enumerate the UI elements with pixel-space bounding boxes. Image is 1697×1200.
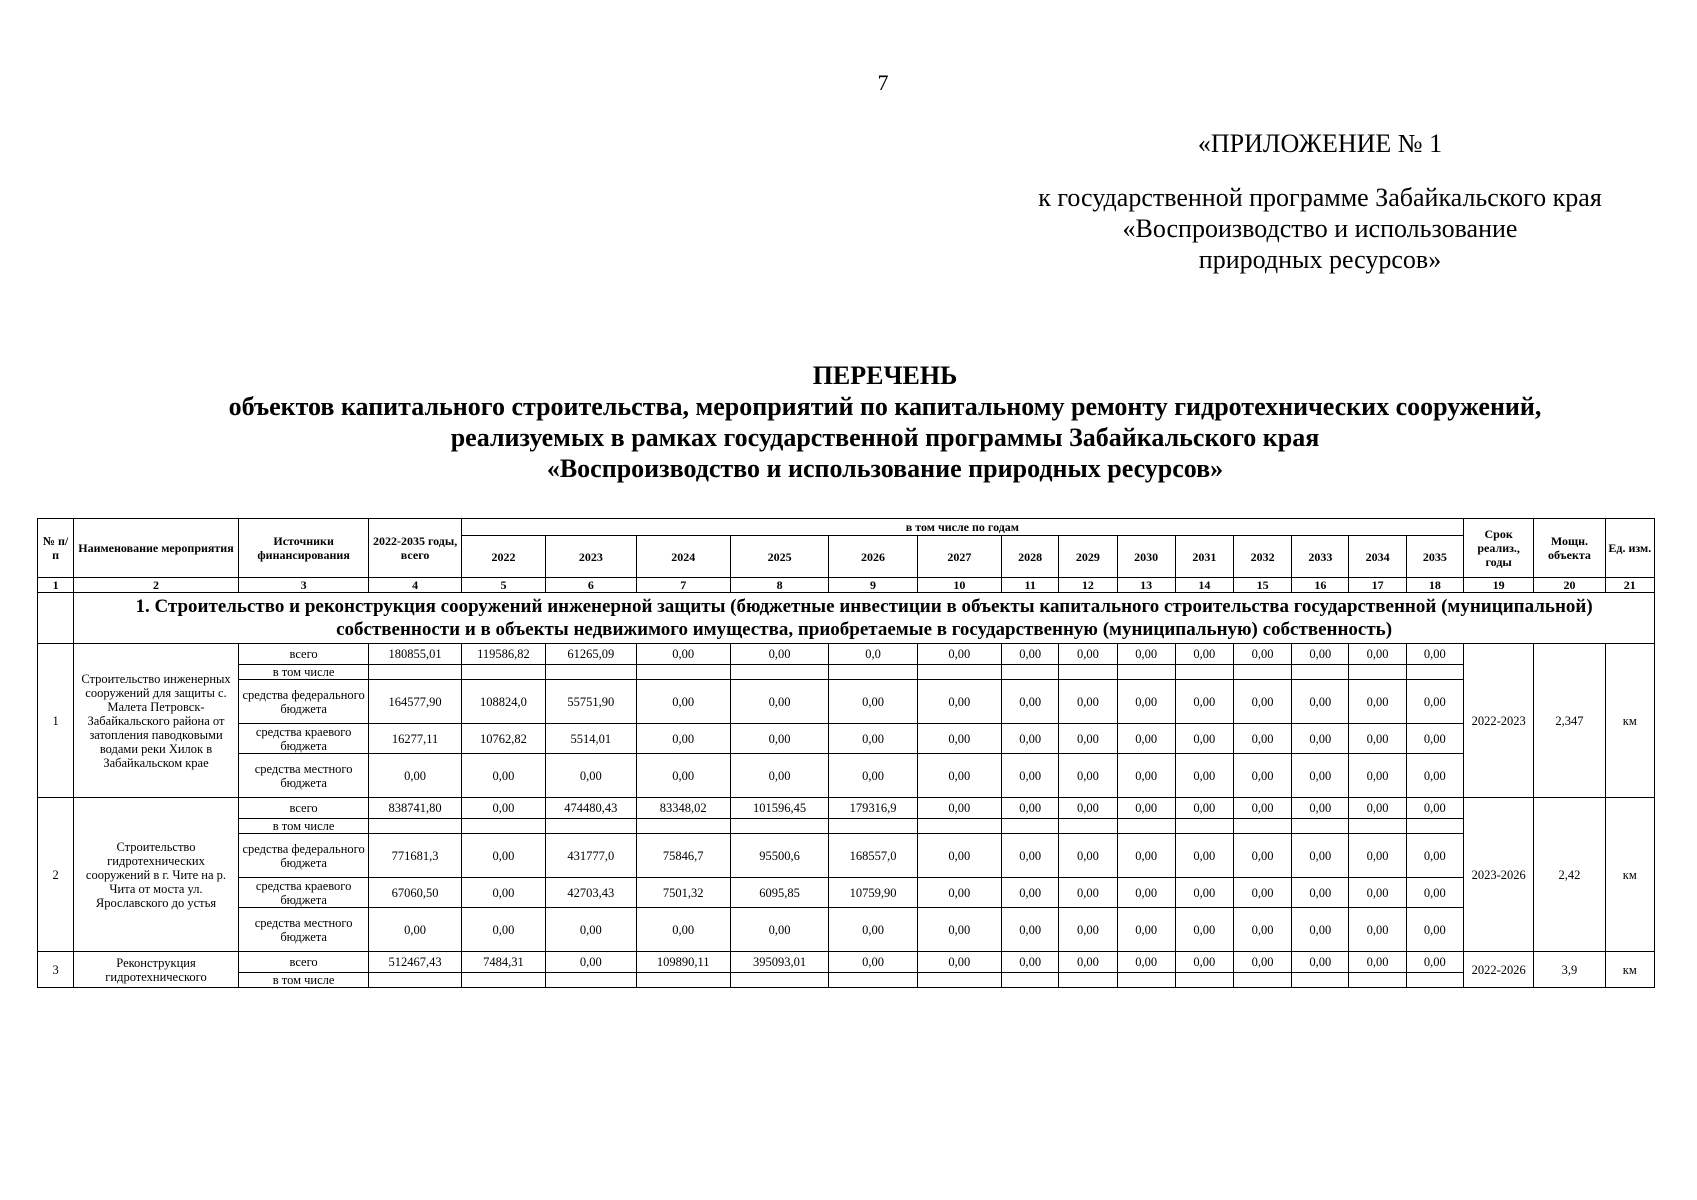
year-value-cell: 0,00 — [829, 952, 917, 973]
header-year: 2030 — [1117, 536, 1175, 578]
column-number: 7 — [636, 578, 730, 593]
column-number: 10 — [917, 578, 1001, 593]
year-value-cell: 0,00 — [1059, 644, 1117, 665]
total-cell: 0,00 — [369, 754, 461, 798]
column-number: 19 — [1464, 578, 1534, 593]
year-value-cell — [1002, 665, 1059, 680]
year-value-cell — [1117, 819, 1175, 834]
year-value-cell — [1233, 973, 1291, 988]
year-value-cell — [546, 973, 636, 988]
year-value-cell: 0,00 — [1292, 724, 1349, 754]
table-header-row — [38, 519, 1655, 536]
year-value-cell: 0,00 — [636, 754, 730, 798]
year-value-cell: 0,00 — [829, 754, 917, 798]
year-value-cell: 0,00 — [461, 754, 545, 798]
year-value-cell: 0,00 — [1349, 754, 1406, 798]
year-value-cell — [1002, 819, 1059, 834]
funding-source: в том числе — [238, 819, 369, 834]
year-value-cell — [1233, 819, 1291, 834]
item-number: 3 — [38, 952, 74, 988]
year-value-cell: 0,00 — [1406, 754, 1463, 798]
year-value-cell — [1406, 665, 1463, 680]
heading-line: «Воспроизводство и использование природных ресурсов» — [546, 454, 1224, 483]
column-number: 8 — [730, 578, 828, 593]
funding-source: в том числе — [238, 665, 369, 680]
document-heading — [40, 360, 1697, 484]
total-cell: 180855,01 — [369, 644, 461, 665]
year-value-cell: 0,00 — [917, 644, 1001, 665]
year-value-cell: 0,00 — [1059, 878, 1117, 908]
year-value-cell: 0,00 — [917, 724, 1001, 754]
year-value-cell — [636, 973, 730, 988]
table-row — [38, 819, 1655, 834]
funding-source: всего — [238, 644, 369, 665]
item-name: Строительство гидротехнических сооружений в г. Чите на р. Чита от моста ул. Ярославского до устья — [74, 798, 239, 952]
year-value-cell — [917, 665, 1001, 680]
total-cell: 771681,3 — [369, 834, 461, 878]
column-number: 5 — [461, 578, 545, 593]
header-capacity: Мощн. объекта — [1534, 519, 1605, 578]
year-value-cell: 0,00 — [636, 680, 730, 724]
item-unit: км — [1605, 798, 1654, 952]
header-year: 2035 — [1406, 536, 1463, 578]
year-value-cell — [1059, 973, 1117, 988]
year-value-cell: 0,00 — [1233, 754, 1291, 798]
appendix-line: к государственной программе Забайкальского края — [1038, 183, 1602, 212]
year-value-cell: 0,00 — [730, 908, 828, 952]
year-value-cell: 0,00 — [1406, 724, 1463, 754]
header-year: 2027 — [917, 536, 1001, 578]
year-value-cell: 0,00 — [546, 754, 636, 798]
total-cell: 512467,43 — [369, 952, 461, 973]
year-value-cell: 0,00 — [1117, 644, 1175, 665]
appendix-line: природных ресурсов» — [1198, 245, 1442, 274]
funding-source: средства краевого бюджета — [238, 724, 369, 754]
year-value-cell: 0,00 — [1059, 908, 1117, 952]
year-value-cell: 109890,11 — [636, 952, 730, 973]
year-value-cell: 0,0 — [829, 644, 917, 665]
year-value-cell: 0,00 — [1406, 878, 1463, 908]
year-value-cell — [461, 973, 545, 988]
year-value-cell: 101596,45 — [730, 798, 828, 819]
year-value-cell: 0,00 — [1175, 644, 1233, 665]
year-value-cell: 0,00 — [461, 798, 545, 819]
total-cell — [369, 819, 461, 834]
year-value-cell: 0,00 — [636, 644, 730, 665]
year-value-cell: 119586,82 — [461, 644, 545, 665]
year-value-cell: 0,00 — [1233, 724, 1291, 754]
year-value-cell: 0,00 — [1406, 952, 1463, 973]
header-year: 2029 — [1059, 536, 1117, 578]
year-value-cell: 0,00 — [730, 754, 828, 798]
year-value-cell: 0,00 — [1175, 724, 1233, 754]
year-value-cell: 5514,01 — [546, 724, 636, 754]
appendix-line: «Воспроизводство и использование — [1122, 214, 1518, 243]
year-value-cell — [1175, 819, 1233, 834]
year-value-cell: 6095,85 — [730, 878, 828, 908]
year-value-cell: 0,00 — [1059, 952, 1117, 973]
section-row — [38, 593, 1655, 644]
table-row — [38, 754, 1655, 798]
table-row — [38, 878, 1655, 908]
column-number: 12 — [1059, 578, 1117, 593]
year-value-cell — [1349, 819, 1406, 834]
year-value-cell: 0,00 — [1059, 680, 1117, 724]
year-value-cell: 0,00 — [1002, 952, 1059, 973]
table-row — [38, 644, 1655, 665]
year-value-cell: 395093,01 — [730, 952, 828, 973]
year-value-cell: 0,00 — [1002, 908, 1059, 952]
year-value-cell: 95500,6 — [730, 834, 828, 878]
item-name: Реконструкция гидротехнического — [74, 952, 239, 988]
year-value-cell: 0,00 — [546, 908, 636, 952]
year-value-cell: 0,00 — [1002, 834, 1059, 878]
year-value-cell — [636, 665, 730, 680]
year-value-cell: 0,00 — [636, 908, 730, 952]
header-year: 2028 — [1002, 536, 1059, 578]
year-value-cell: 0,00 — [1233, 798, 1291, 819]
year-value-cell: 0,00 — [1349, 798, 1406, 819]
section-title: 1. Строительство и реконструкция сооружений инженерной защиты (бюджетные инвестиции в объекты капитального строительства государственной (муниципальной) собственности и в объекты недвижимого имущества, приобретаемые в государственную (муниципальную) собственность) — [74, 593, 1655, 644]
heading-line: объектов капитального строительства, мероприятий по капитальному ремонту гидротехнических сооружений, — [228, 392, 1542, 421]
header-year: 2026 — [829, 536, 917, 578]
header-total: 2022-2035 годы, всего — [369, 519, 461, 578]
total-cell: 838741,80 — [369, 798, 461, 819]
year-value-cell: 7501,32 — [636, 878, 730, 908]
header-year: 2025 — [730, 536, 828, 578]
item-capacity: 2,42 — [1534, 798, 1605, 952]
year-value-cell: 0,00 — [1117, 754, 1175, 798]
header-year: 2024 — [636, 536, 730, 578]
column-number: 20 — [1534, 578, 1605, 593]
item-period: 2023-2026 — [1464, 798, 1534, 952]
year-value-cell: 0,00 — [1233, 908, 1291, 952]
total-cell — [369, 665, 461, 680]
year-value-cell — [546, 665, 636, 680]
item-unit: км — [1605, 952, 1654, 988]
year-value-cell: 10762,82 — [461, 724, 545, 754]
year-value-cell — [1292, 973, 1349, 988]
year-value-cell — [829, 819, 917, 834]
year-value-cell: 0,00 — [1292, 798, 1349, 819]
year-value-cell: 55751,90 — [546, 680, 636, 724]
header-name: Наименование мероприятия — [74, 519, 239, 578]
total-cell: 0,00 — [369, 908, 461, 952]
year-value-cell: 0,00 — [730, 644, 828, 665]
year-value-cell — [730, 973, 828, 988]
header-num: № п/ п — [38, 519, 74, 578]
year-value-cell: 0,00 — [1117, 834, 1175, 878]
year-value-cell: 431777,0 — [546, 834, 636, 878]
funding-source: средства федерального бюджета — [238, 680, 369, 724]
year-value-cell: 0,00 — [461, 878, 545, 908]
year-value-cell — [1406, 819, 1463, 834]
heading-line: реализуемых в рамках государственной программы Забайкальского края — [450, 423, 1320, 452]
column-number: 16 — [1292, 578, 1349, 593]
year-value-cell: 0,00 — [1292, 952, 1349, 973]
year-value-cell: 0,00 — [1002, 724, 1059, 754]
column-number: 9 — [829, 578, 917, 593]
year-value-cell: 0,00 — [1117, 724, 1175, 754]
column-number: 18 — [1406, 578, 1463, 593]
year-value-cell: 179316,9 — [829, 798, 917, 819]
year-value-cell — [1117, 665, 1175, 680]
header-by-years: в том числе по годам — [461, 519, 1463, 536]
year-value-cell — [1002, 973, 1059, 988]
year-value-cell: 0,00 — [1059, 798, 1117, 819]
year-value-cell: 0,00 — [917, 878, 1001, 908]
column-number: 3 — [238, 578, 369, 593]
item-number: 2 — [38, 798, 74, 952]
funding-source: средства федерального бюджета — [238, 834, 369, 878]
year-value-cell: 0,00 — [1349, 680, 1406, 724]
header-year: 2023 — [546, 536, 636, 578]
column-number: 17 — [1349, 578, 1406, 593]
year-value-cell — [1175, 665, 1233, 680]
total-cell: 67060,50 — [369, 878, 461, 908]
year-value-cell: 0,00 — [1233, 680, 1291, 724]
year-value-cell: 0,00 — [917, 908, 1001, 952]
column-number: 4 — [369, 578, 461, 593]
year-value-cell: 0,00 — [1175, 834, 1233, 878]
year-value-cell: 0,00 — [1349, 724, 1406, 754]
year-value-cell: 0,00 — [461, 834, 545, 878]
header-year: 2031 — [1175, 536, 1233, 578]
year-value-cell: 0,00 — [1406, 680, 1463, 724]
year-value-cell: 0,00 — [1117, 798, 1175, 819]
year-value-cell: 61265,09 — [546, 644, 636, 665]
year-value-cell: 0,00 — [829, 908, 917, 952]
header-year: 2034 — [1349, 536, 1406, 578]
year-value-cell: 0,00 — [829, 680, 917, 724]
table-row — [38, 973, 1655, 988]
item-period: 2022-2026 — [1464, 952, 1534, 988]
year-value-cell — [730, 819, 828, 834]
header-sources: Источники финансирования — [238, 519, 369, 578]
year-value-cell: 0,00 — [917, 754, 1001, 798]
year-value-cell: 108824,0 — [461, 680, 545, 724]
year-value-cell: 0,00 — [917, 798, 1001, 819]
year-value-cell: 0,00 — [1175, 754, 1233, 798]
year-value-cell: 0,00 — [1059, 754, 1117, 798]
page-number: 7 — [877, 70, 889, 95]
year-value-cell: 42703,43 — [546, 878, 636, 908]
year-value-cell: 0,00 — [1175, 952, 1233, 973]
year-value-cell: 0,00 — [1406, 798, 1463, 819]
item-number: 1 — [38, 644, 74, 798]
year-value-cell: 0,00 — [1292, 680, 1349, 724]
year-value-cell: 7484,31 — [461, 952, 545, 973]
year-value-cell: 0,00 — [1117, 878, 1175, 908]
year-value-cell: 0,00 — [1175, 680, 1233, 724]
column-numbers-row — [38, 578, 1655, 593]
year-value-cell: 0,00 — [1059, 834, 1117, 878]
year-value-cell — [917, 819, 1001, 834]
appendix-title: «ПРИЛОЖЕНИЕ № 1 — [1197, 129, 1443, 158]
year-value-cell — [1233, 665, 1291, 680]
year-value-cell: 0,00 — [1175, 798, 1233, 819]
year-value-cell — [546, 819, 636, 834]
funding-source: всего — [238, 798, 369, 819]
column-number: 6 — [546, 578, 636, 593]
header-year: 2022 — [461, 536, 545, 578]
column-number: 15 — [1233, 578, 1291, 593]
year-value-cell: 75846,7 — [636, 834, 730, 878]
year-value-cell: 0,00 — [1233, 952, 1291, 973]
year-value-cell: 0,00 — [1175, 908, 1233, 952]
year-value-cell: 0,00 — [730, 724, 828, 754]
table-row — [38, 665, 1655, 680]
table-row — [38, 908, 1655, 952]
year-value-cell: 0,00 — [1002, 878, 1059, 908]
heading-title: ПЕРЕЧЕНЬ — [812, 361, 958, 390]
year-value-cell: 0,00 — [917, 680, 1001, 724]
year-value-cell: 0,00 — [1002, 680, 1059, 724]
year-value-cell: 10759,90 — [829, 878, 917, 908]
header-year: 2033 — [1292, 536, 1349, 578]
year-value-cell: 168557,0 — [829, 834, 917, 878]
year-value-cell: 0,00 — [1292, 878, 1349, 908]
year-value-cell — [829, 665, 917, 680]
year-value-cell: 0,00 — [1292, 644, 1349, 665]
year-value-cell: 0,00 — [1233, 644, 1291, 665]
column-number: 21 — [1605, 578, 1654, 593]
year-value-cell — [461, 665, 545, 680]
year-value-cell: 0,00 — [1406, 834, 1463, 878]
year-value-cell: 0,00 — [1292, 908, 1349, 952]
header-period: Срок реализ., годы — [1464, 519, 1534, 578]
year-value-cell: 0,00 — [1002, 644, 1059, 665]
year-value-cell: 0,00 — [829, 724, 917, 754]
year-value-cell: 474480,43 — [546, 798, 636, 819]
year-value-cell: 0,00 — [1292, 834, 1349, 878]
year-value-cell: 0,00 — [461, 908, 545, 952]
year-value-cell — [636, 819, 730, 834]
year-value-cell: 0,00 — [636, 724, 730, 754]
year-value-cell: 0,00 — [1002, 754, 1059, 798]
column-number: 13 — [1117, 578, 1175, 593]
funding-source: средства краевого бюджета — [238, 878, 369, 908]
item-capacity: 3,9 — [1534, 952, 1605, 988]
item-name: Строительство инженерных сооружений для защиты с. Малета Петровск-Забайкальского района от затопления паводковыми водами реки Хилок в Забайкальском крае — [74, 644, 239, 798]
item-capacity: 2,347 — [1534, 644, 1605, 798]
year-value-cell: 0,00 — [730, 680, 828, 724]
header-year: 2032 — [1233, 536, 1291, 578]
year-value-cell: 0,00 — [1233, 834, 1291, 878]
year-value-cell: 0,00 — [1117, 680, 1175, 724]
column-number: 1 — [38, 578, 74, 593]
year-value-cell: 0,00 — [917, 834, 1001, 878]
item-unit: км — [1605, 644, 1654, 798]
year-value-cell — [1349, 973, 1406, 988]
year-value-cell: 0,00 — [546, 952, 636, 973]
year-value-cell — [1117, 973, 1175, 988]
table-row — [38, 834, 1655, 878]
year-value-cell: 0,00 — [1117, 908, 1175, 952]
objects-table — [37, 518, 1655, 988]
funding-source: в том числе — [238, 973, 369, 988]
year-value-cell: 0,00 — [1002, 798, 1059, 819]
year-value-cell — [1059, 665, 1117, 680]
year-value-cell: 0,00 — [1233, 878, 1291, 908]
column-number: 2 — [74, 578, 239, 593]
table-row — [38, 724, 1655, 754]
year-value-cell — [1292, 665, 1349, 680]
total-cell — [369, 973, 461, 988]
year-value-cell — [461, 819, 545, 834]
header-unit: Ед. изм. — [1605, 519, 1654, 578]
year-value-cell — [1406, 973, 1463, 988]
year-value-cell: 0,00 — [1117, 952, 1175, 973]
year-value-cell: 0,00 — [1406, 644, 1463, 665]
year-value-cell: 0,00 — [1406, 908, 1463, 952]
year-value-cell — [730, 665, 828, 680]
year-value-cell — [1059, 819, 1117, 834]
appendix-subtitle — [960, 182, 1680, 275]
funding-source: средства местного бюджета — [238, 908, 369, 952]
table-row — [38, 680, 1655, 724]
column-number: 11 — [1002, 578, 1059, 593]
year-value-cell — [917, 973, 1001, 988]
year-value-cell: 0,00 — [917, 952, 1001, 973]
year-value-cell — [1349, 665, 1406, 680]
year-value-cell: 0,00 — [1349, 952, 1406, 973]
year-value-cell: 0,00 — [1349, 834, 1406, 878]
column-number: 14 — [1175, 578, 1233, 593]
table-row — [38, 952, 1655, 973]
year-value-cell: 0,00 — [1349, 878, 1406, 908]
year-value-cell: 0,00 — [1349, 644, 1406, 665]
year-value-cell: 0,00 — [1059, 724, 1117, 754]
funding-source: средства местного бюджета — [238, 754, 369, 798]
year-value-cell: 0,00 — [1175, 878, 1233, 908]
total-cell: 16277,11 — [369, 724, 461, 754]
total-cell: 164577,90 — [369, 680, 461, 724]
section-empty-cell — [38, 593, 74, 644]
year-value-cell: 83348,02 — [636, 798, 730, 819]
year-value-cell — [829, 973, 917, 988]
year-value-cell — [1175, 973, 1233, 988]
item-period: 2022-2023 — [1464, 644, 1534, 798]
year-value-cell: 0,00 — [1349, 908, 1406, 952]
funding-source: всего — [238, 952, 369, 973]
year-value-cell: 0,00 — [1292, 754, 1349, 798]
table-row — [38, 798, 1655, 819]
year-value-cell — [1292, 819, 1349, 834]
